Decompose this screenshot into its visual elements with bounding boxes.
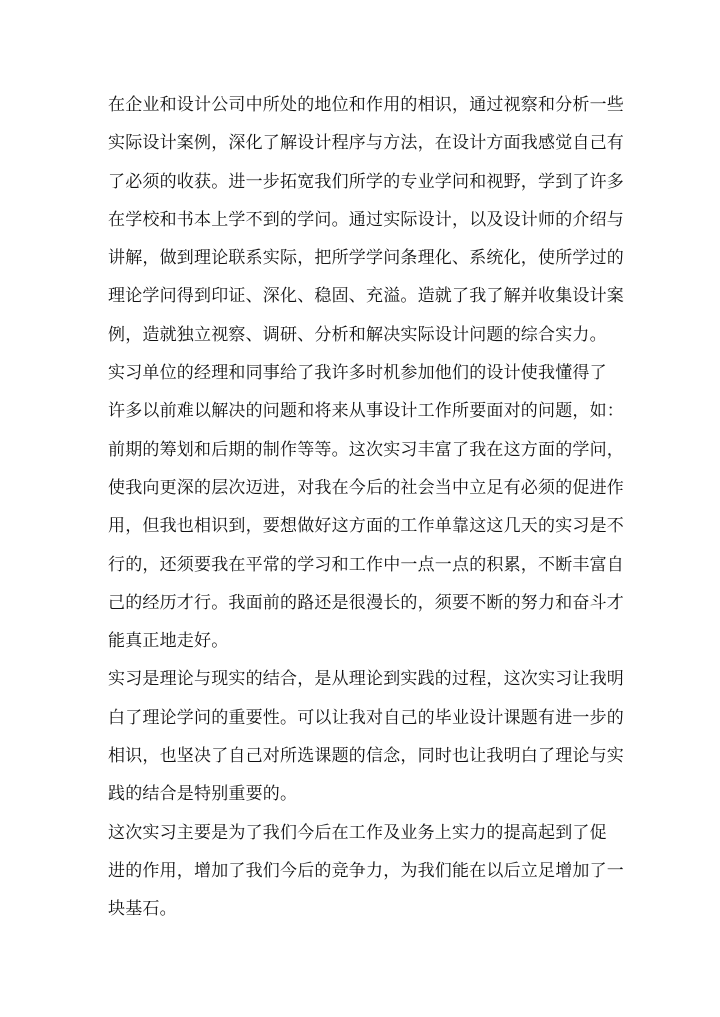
text-line: 相识，也坚决了自己对所选课题的信念，同时也让我明白了理论与实: [108, 746, 624, 767]
text-line: 这次实习主要是为了我们今后在工作及业务上实力的提高起到了促: [108, 822, 607, 843]
text-line: 能真正地走好。: [108, 631, 229, 652]
text-line: 用，但我也相识到，要想做好这方面的工作单靠这这几天的实习是不: [108, 516, 624, 537]
text-line: 实际设计案例，深化了解设计程序与方法，在设计方面我感觉自己有: [108, 133, 624, 154]
text-line: 例，造就独立视察、调研、分析和解决实际设计问题的综合实力。: [108, 324, 607, 345]
text-line: 行的，还须要我在平常的学习和工作中一点一点的积累，不断丰富自: [108, 554, 624, 575]
text-line: 理论学问得到印证、深化、稳固、充溢。造就了我了解并收集设计案: [108, 286, 624, 307]
text-line: 践的结合是特别重要的。: [108, 784, 298, 805]
text-line: 实习是理论与现实的结合，是从理论到实践的过程，这次实习让我明: [108, 669, 624, 690]
text-line: 许多以前难以解决的问题和将来从事设计工作所要面对的问题，如：: [108, 401, 624, 422]
text-line: 讲解，做到理论联系实际，把所学学问条理化、系统化，使所学过的: [108, 248, 624, 269]
text-line: 进的作用，增加了我们今后的竞争力，为我们能在以后立足增加了一: [108, 860, 624, 881]
text-line: 己的经历才行。我面前的路还是很漫长的，须要不断的努力和奋斗才: [108, 592, 624, 613]
text-line: 实习单位的经理和同事给了我许多时机参加他们的设计使我懂得了: [108, 363, 607, 384]
body-text: [108, 86, 628, 929]
text-line: 在学校和书本上学不到的学问。通过实际设计，以及设计师的介绍与: [108, 209, 624, 230]
text-line: 在企业和设计公司中所处的地位和作用的相识，通过视察和分析一些: [108, 95, 624, 115]
text-line: 使我向更深的层次迈进，对我在今后的社会当中立足有必须的促进作: [108, 477, 624, 498]
text-line: 前期的筹划和后期的制作等等。这次实习丰富了我在这方面的学问，: [108, 439, 624, 460]
text-line: 了必须的收获。进一步拓宽我们所学的专业学问和视野，学到了许多: [108, 171, 624, 192]
text-line: 白了理论学问的重要性。可以让我对自己的毕业设计课题有进一步的: [108, 707, 624, 728]
text-line: 块基石。: [108, 899, 177, 920]
